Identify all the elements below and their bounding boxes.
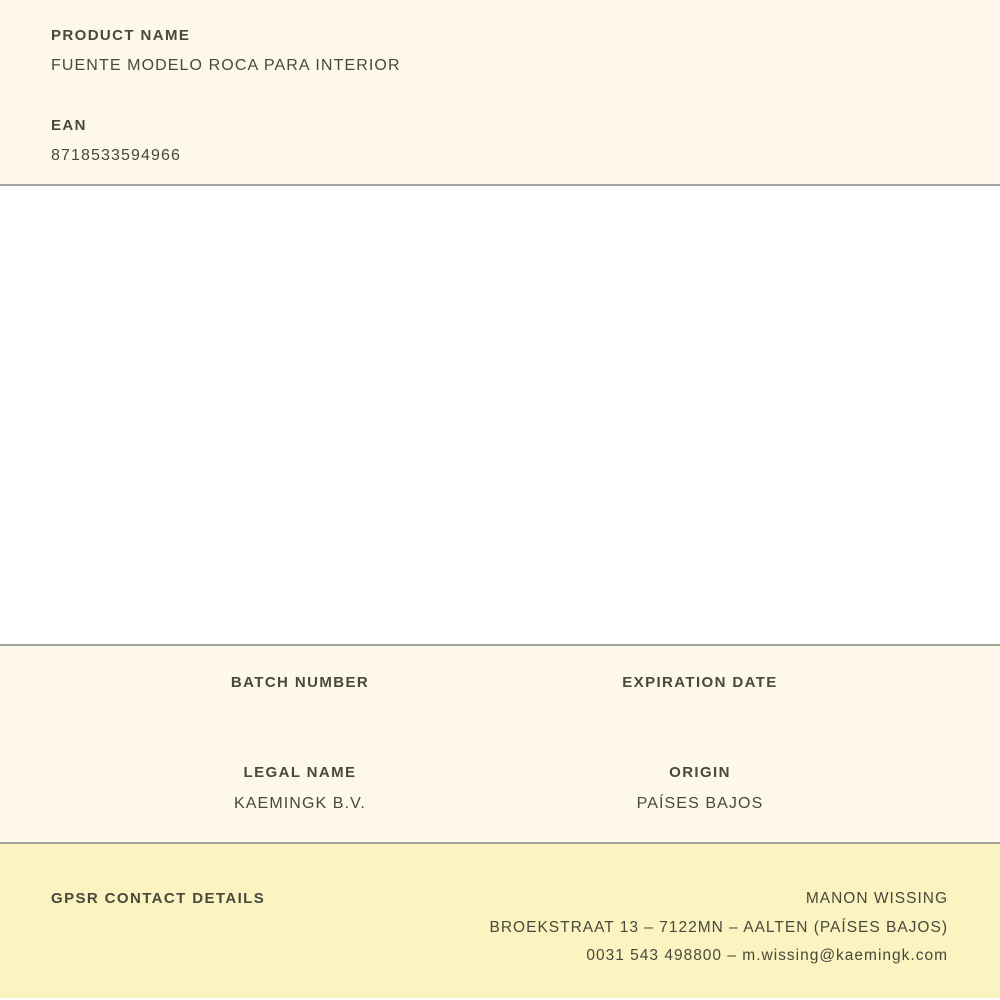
legal-name-value: KAEMINGK B.V. (234, 795, 366, 812)
legal-origin-label-row (100, 764, 900, 782)
product-name-label: PRODUCT NAME (51, 27, 191, 44)
ean-label: EAN (51, 117, 87, 134)
legal-name-label: LEGAL NAME (243, 764, 357, 781)
origin-label: ORIGIN (669, 764, 731, 781)
contact-person-name: MANON WISSING (805, 890, 948, 907)
batch-expiration-row (100, 674, 900, 692)
contact-phone-email: 0031 543 498800 – m.wissing@kaemingk.com (586, 947, 948, 964)
expiration-date-label: EXPIRATION DATE (622, 674, 778, 691)
legal-origin-value-row (100, 794, 900, 813)
gpsr-contact-label: GPSR CONTACT DETAILS (51, 890, 266, 907)
ean-value: 8718533594966 (51, 147, 181, 164)
product-name-field (51, 27, 949, 75)
ean-field (51, 117, 949, 165)
gpsr-contact-lines (490, 885, 948, 971)
origin-value: PAÍSES BAJOS (636, 795, 764, 812)
product-info-section (0, 0, 1000, 186)
gpsr-contact-section (0, 842, 1000, 998)
product-name-value: FUENTE MODELO ROCA PARA INTERIOR (51, 57, 401, 74)
product-image-area (0, 186, 1000, 644)
contact-address: BROEKSTRAAT 13 – 7122MN – AALTEN (PAÍSES BAJOS) (489, 918, 948, 936)
batch-details-section (0, 644, 1000, 842)
batch-number-label: BATCH NUMBER (230, 674, 370, 691)
